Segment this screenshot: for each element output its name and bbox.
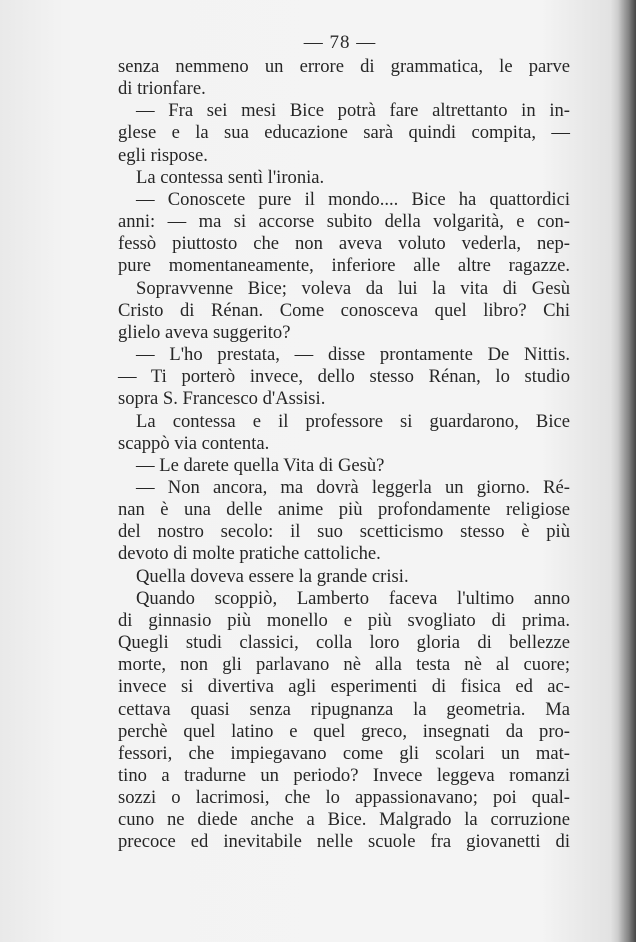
text-line: Quando scoppiò, Lamberto faceva l'ultimo anno (136, 587, 570, 609)
text-line: fessori, che impiegavano come gli scolari un mat- (118, 742, 570, 764)
text-line: invece si divertiva agli esperimenti di fisica ed ac- (118, 676, 570, 698)
text-line: — Fra sei mesi Bice potrà fare altrettanto in in- (136, 100, 570, 122)
text-line: nan è una delle anime più profondamente religiose (118, 499, 570, 521)
text-line: La contessa sentì l'ironia. (136, 166, 325, 188)
page-edge-shadow (618, 0, 636, 942)
text-line: Quegli studi classici, colla loro gloria di bellezze (118, 632, 570, 654)
text-line: — Conoscete pure il mondo.... Bice ha quattordici (136, 188, 570, 210)
text-line: senza nemmeno un errore di grammatica, le parve (118, 56, 570, 77)
text-line: Cristo di Rénan. Come conosceva quel libro? Chi (118, 299, 570, 321)
text-line: Sopravvenne Bice; voleva da lui la vita di Gesù (136, 277, 570, 299)
text-line: — Ti porterò invece, dello stesso Rénan, lo studio (118, 366, 570, 388)
text-line: di trionfare. (118, 78, 206, 100)
text-line: glese e la sua educazione sarà quindi compita, — (118, 122, 570, 144)
text-line: tino a tradurne un periodo? Invece leggeva romanzi (118, 765, 570, 786)
text-line: precoce ed inevitabile nelle scuole fra giovanetti di (118, 831, 570, 853)
text-line: — Le darete quella Vita di Gesù? (136, 454, 385, 476)
text-line: perchè quel latino e quel greco, insegnati da pro- (118, 720, 570, 742)
text-line: egli rispose. (118, 144, 208, 166)
text-line: di ginnasio più monello e più svogliato di prima. (118, 609, 570, 631)
text-line: Quella doveva essere la grande crisi. (136, 565, 409, 587)
text-line: La contessa e il professore si guardarono, Bice (136, 410, 570, 432)
text-line: sopra S. Francesco d'Assisi. (118, 388, 326, 410)
text-line: scappò via contenta. (118, 432, 270, 454)
text-line: fessò piuttosto che non aveva voluto vederla, nep- (118, 233, 570, 255)
body-text (118, 56, 570, 854)
text-line: pure momentaneamente, inferiore alle altre ragazze. (118, 255, 570, 277)
text-line: glielo aveva suggerito? (118, 321, 291, 343)
text-line: — Non ancora, ma dovrà leggerla un giorno. Ré- (136, 476, 570, 498)
text-line: — L'ho prestata, — disse prontamente De Nittis. (136, 344, 570, 366)
text-line: cettava quasi senza ripugnanza la geometria. Ma (118, 698, 570, 720)
text-line: del nostro secolo: il suo scetticismo stesso è più (118, 521, 570, 543)
text-line: morte, non gli parlavano nè alla testa nè al cuore; (118, 654, 570, 676)
text-line: anni: — ma si accorse subito della volgarità, e con- (118, 211, 570, 233)
text-line: sozzi o lacrimosi, che lo appassionavano; poi qual- (118, 787, 570, 809)
text-line: cuno ne diede anche a Bice. Malgrado la corruzione (118, 809, 570, 831)
page-number: — 78 — (303, 32, 377, 53)
text-line: devoto di molte pratiche cattoliche. (118, 543, 381, 565)
